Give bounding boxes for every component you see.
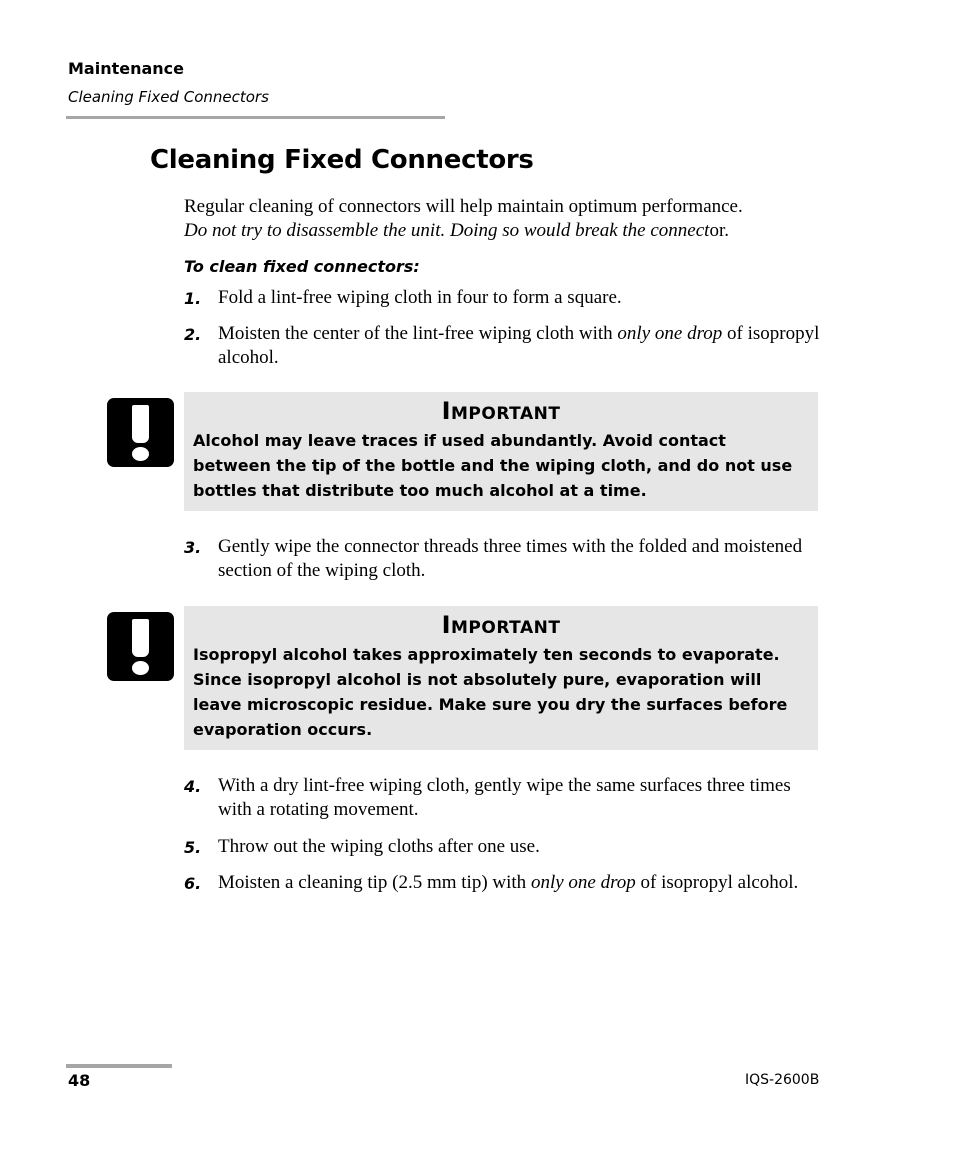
step-4	[184, 774, 824, 822]
step-1	[184, 286, 824, 310]
step-5	[184, 835, 824, 859]
step-number: 6.	[184, 874, 202, 893]
procedure-heading: To clean fixed connectors:	[184, 257, 420, 276]
running-header-subsection: Cleaning Fixed Connectors	[68, 88, 269, 106]
notice-text: Alcohol may leave traces if used abundantly. Avoid contact between the tip of the bottle and the wiping cloth, and do not use bottles that distribute too much alcohol at a time.	[193, 431, 793, 500]
step-text: Gently wipe the connector threads three times with the folded and moistened section of the wiping cloth.	[218, 536, 803, 581]
notice-text: Isopropyl alcohol takes approximately ten seconds to evaporate. Since isopropyl alcohol is not absolutely pure, evaporation will leave microscopic residue. Make sure you dry the surfaces before evaporation occurs.	[193, 645, 788, 739]
important-notice-1	[184, 392, 818, 511]
page-number: 48	[68, 1071, 91, 1090]
running-header-section: Maintenance	[68, 59, 185, 78]
step-text: Moisten the center of the lint-free wiping cloth with only one drop of isopropyl alcohol.	[218, 323, 820, 368]
step-text: Moisten a cleaning tip (2.5 mm tip) with only one drop of isopropyl alcohol.	[218, 872, 799, 893]
emphasis: only one drop	[617, 323, 723, 344]
step-text: Fold a lint-free wiping cloth in four to form a square.	[218, 287, 622, 308]
intro-warning: Do not try to disassemble the unit. Doing so would break the connect	[184, 220, 710, 241]
notice-title: Important	[441, 397, 561, 425]
step-number: 4.	[184, 777, 202, 796]
step-number: 1.	[184, 289, 202, 308]
exclamation-icon	[107, 612, 174, 681]
notice-title: Important	[441, 611, 561, 639]
step-6	[184, 871, 824, 895]
header-divider	[66, 116, 445, 119]
intro-warning-tail: or.	[709, 220, 729, 241]
step-2	[184, 322, 824, 370]
step-text: Throw out the wiping cloths after one use.	[218, 836, 540, 857]
exclamation-icon	[107, 398, 174, 467]
step-number: 3.	[184, 538, 202, 557]
step-text: With a dry lint-free wiping cloth, gently wipe the same surfaces three times with a rotating movement.	[218, 775, 791, 820]
emphasis: only one drop	[530, 872, 636, 893]
step-number: 5.	[184, 838, 202, 857]
footer-divider	[66, 1064, 172, 1068]
step-3	[184, 535, 824, 583]
product-model: IQS-2600B	[745, 1072, 820, 1088]
intro-line-1: Regular cleaning of connectors will help maintain optimum performance.	[184, 196, 743, 217]
intro-paragraph	[184, 195, 824, 243]
important-notice-2	[184, 606, 818, 750]
step-number: 2.	[184, 325, 202, 344]
page-title: Cleaning Fixed Connectors	[150, 145, 534, 175]
